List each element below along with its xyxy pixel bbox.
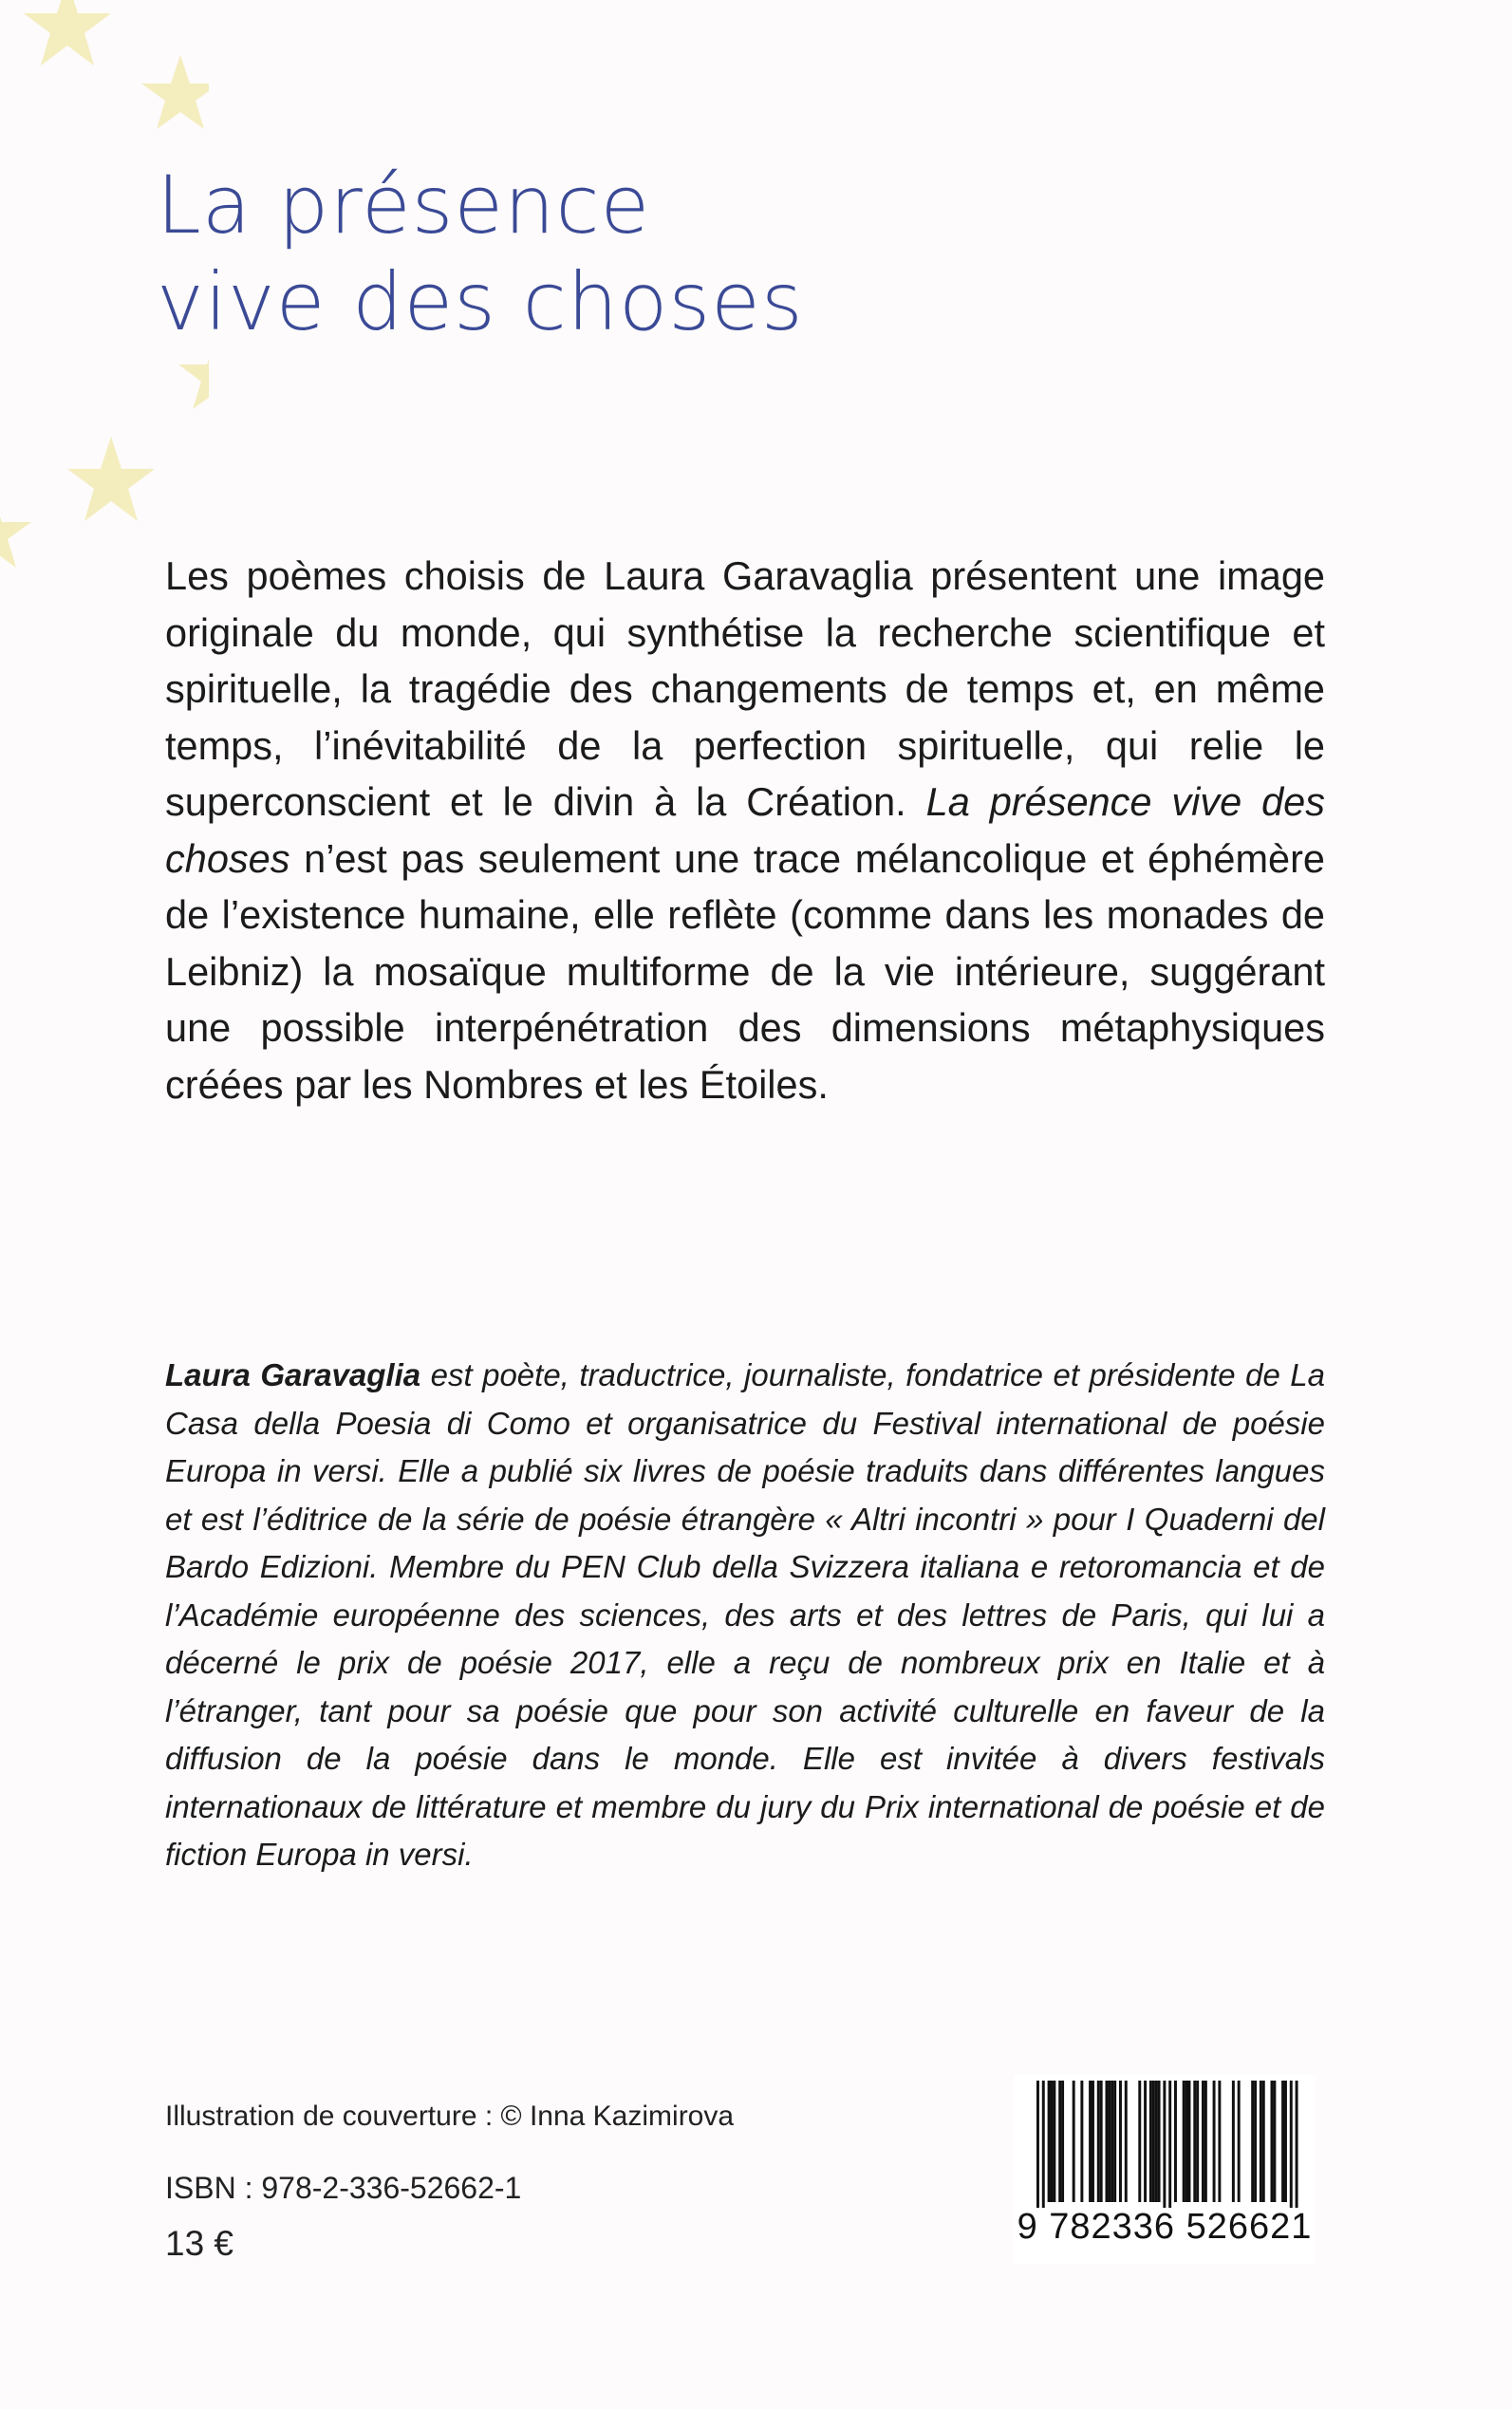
barcode-bar [1113, 2081, 1116, 2202]
barcode-bar [1273, 2081, 1276, 2202]
barcode-bar [1100, 2081, 1103, 2202]
barcode-bar [1232, 2081, 1235, 2202]
book-summary-text-2: n’est pas seulement une trace mélancolique et éphémère de l’existence humaine, elle reflète (comme dans les monades de Leibniz) la mosaïque multiforme de la vie intérieure, suggérant une possible interpénétration des dimensions métaphysiques créées par les Nombres et les Étoiles. [165, 835, 1325, 1107]
barcode-bar [1108, 2081, 1111, 2202]
author-biography-text: est poète, traductrice, journaliste, fondatrice et présidente de La Casa della Poesia di Como et organisatrice du Festival international de poésie Europa in versi. Elle a publié six livres de poésie traduits dans différentes langues et est l’éditrice de la série de poésie étrangère « Altri incontri » pour I Quaderni del Bardo Edizioni. Membre du PEN Club della Svizzera italiana e retoromancia et de l’Académie européenne des sciences, des arts et des lettres de Paris, qui lui a décerné le prix de poésie 2017, elle a reçu de nombreux prix en Italie et à l’étranger, tant pour sa poésie que pour son activité culturelle en faveur de la diffusion de la poésie dans le monde. Elle est invitée à divers festivals internationaux de littérature et membre du jury du Prix international de poésie et de fiction Europa in versi. [165, 1357, 1325, 1872]
author-name: Laura Garavaglia [165, 1357, 421, 1392]
barcode-bar [1254, 2081, 1257, 2202]
barcode-bar [1138, 2081, 1141, 2202]
barcode-bar [1213, 2081, 1216, 2202]
barcode-bar [1174, 2081, 1177, 2202]
author-biography [165, 1352, 1325, 1879]
barcode-bar [1106, 2081, 1109, 2202]
price-label: 13 € [165, 2224, 234, 2263]
barcode-bar [1097, 2081, 1100, 2202]
barcode-bar [1051, 2081, 1054, 2202]
cover-illustration-credit: Illustration de couverture : © Inna Kazimirova [165, 2101, 735, 2132]
barcode-bar [1158, 2081, 1161, 2202]
barcode-bar [1193, 2081, 1196, 2202]
barcode-bar [1271, 2081, 1274, 2202]
isbn-barcode [1014, 2075, 1316, 2265]
book-title-line-2: vive des choses [157, 255, 804, 348]
barcode-bar [1183, 2081, 1185, 2202]
star-icon [0, 494, 31, 568]
book-title-line-1: La présence [157, 159, 651, 252]
barcode-bar [1073, 2081, 1075, 2202]
barcode-bar [1125, 2081, 1128, 2202]
star-icon [67, 437, 155, 521]
barcode-bar [1155, 2081, 1158, 2202]
book-summary [165, 548, 1325, 1112]
barcode-bar [1042, 2081, 1045, 2208]
barcode-bar [1061, 2081, 1064, 2202]
barcode-bar [1119, 2081, 1122, 2202]
barcode-bar [1053, 2081, 1055, 2202]
barcode-bar [1238, 2081, 1241, 2202]
barcode-bar [1204, 2081, 1207, 2202]
barcode-bar [1281, 2081, 1284, 2202]
barcode-bar [1092, 2081, 1094, 2202]
barcode-bar [1185, 2081, 1188, 2202]
barcode-bars [1014, 2075, 1316, 2208]
barcode-bar [1080, 2081, 1083, 2202]
barcode-bar [1152, 2081, 1155, 2202]
barcode-bar [1290, 2081, 1293, 2208]
barcode-bar [1111, 2081, 1113, 2202]
barcode-bar [1163, 2081, 1166, 2208]
barcode-bar [1284, 2081, 1287, 2202]
isbn-label: ISBN : 978-2-336-52662-1 [165, 2171, 522, 2205]
barcode-bar [1168, 2081, 1171, 2208]
barcode-bar [1296, 2081, 1298, 2208]
barcode-bar [1262, 2081, 1265, 2202]
star-icon [24, 0, 111, 65]
barcode-bar [1251, 2081, 1254, 2202]
barcode-bar [1218, 2081, 1221, 2202]
book-summary-title-italic: La présence vive des choses [165, 779, 1325, 881]
barcode-bar [1149, 2081, 1152, 2202]
barcode-bar [1260, 2081, 1262, 2202]
barcode-bar [1196, 2081, 1199, 2202]
barcode-bar [1048, 2081, 1051, 2202]
barcode-bar [1036, 2081, 1039, 2208]
star-icon [141, 55, 209, 129]
barcode-bar [1089, 2081, 1092, 2202]
barcode-bar [1144, 2081, 1147, 2202]
book-summary-text-1: Les poèmes choisis de Laura Garavaglia présentent une image originale du monde, qui synthétise la recherche scientifique et spirituelle, la tragédie des changements de temps et, en même temps, l’inévitabilité de la perfection spirituelle, qui relie le superconscient et le divin à la Création. [165, 553, 1325, 824]
book-title [157, 157, 804, 350]
barcode-digits: 9 782336 526621 [1017, 2207, 1313, 2247]
barcode-bar [1202, 2081, 1204, 2202]
barcode-bar [1188, 2081, 1191, 2202]
barcode-bar [1058, 2081, 1061, 2202]
